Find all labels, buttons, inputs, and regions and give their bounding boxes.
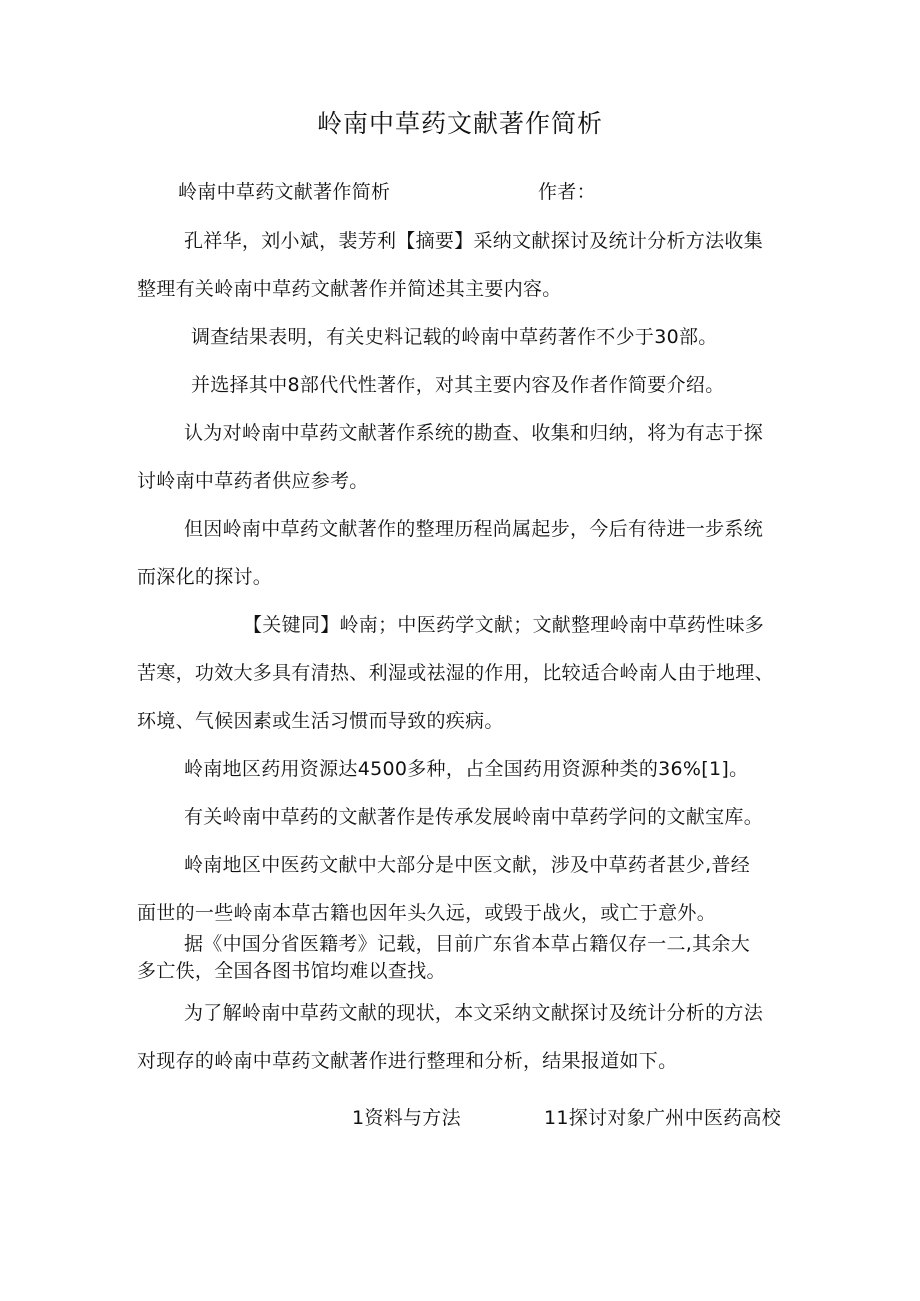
section-heading: 1资料与方法	[352, 1107, 461, 1129]
subsection-heading: 11探讨对象广州中医药高校	[544, 1107, 782, 1129]
body-line: 岭南地区药用资源达4500多种，占全国药用资源种类的36%[1]。	[184, 758, 749, 780]
body-line: 有关岭南中草药的文献著作是传承发展岭南中草药学问的文献宝库。	[184, 806, 764, 828]
body-line: 认为对岭南中草药文献著作系统的勘查、收集和归纳，将为有志于探	[184, 422, 764, 444]
body-line: 讨岭南中草药者供应参考。	[137, 470, 369, 492]
document-title: 岭南中草药文献著作简析	[316, 109, 603, 138]
body-line: 据《中国分省医籍考》记载，目前广东省本草占籍仅存一二,其余大	[184, 933, 751, 955]
body-line: 并选择其中8部代代性著作，对其主要内容及作者作简要介绍。	[191, 374, 725, 396]
keywords-line: 【关键同】岭南；中医药学文献；文献整理岭南中草药性味多	[243, 614, 765, 636]
body-line: 岭南地区中医药文献中大部分是中医文献，涉及中草药者甚少,普经	[184, 854, 751, 876]
byline-author-label: 作者：	[538, 181, 596, 203]
body-line: 苦寒，功效大多具有清热、利湿或祛湿的作用，比较适合岭南人由于地理、	[137, 662, 774, 684]
body-line: 为了解岭南中草药文献的现状，本文采纳文献探讨及统计分析的方法	[184, 1002, 764, 1024]
body-line: 调查结果表明，有关史料记载的岭南中草药著作不少于30部。	[191, 326, 718, 348]
body-line: 环境、气候因素或生活习惯而导致的疾病。	[137, 710, 504, 732]
body-line: 整理有关岭南中草药文献著作并简述其主要内容。	[137, 278, 562, 300]
body-line: 对现存的岭南中草药文献著作进行整理和分析，结果报道如下。	[137, 1050, 678, 1072]
body-line: 但因岭南中草药文献著作的整理历程尚属起步，今后有待进一步系统	[184, 518, 764, 540]
body-line: 多亡佚，全国各图书馆均难以查找。	[137, 960, 446, 982]
body-line: 而深化的探讨。	[137, 566, 273, 588]
body-line: 面世的一些岭南本草古籍也因年头久远，或毁于战火，或亡于意外。	[137, 902, 717, 924]
byline-title: 岭南中草药文献著作简析	[178, 181, 391, 203]
body-line: 孔祥华，刘小斌，裴芳利【摘要】采纳文献探讨及统计分析方法收集	[184, 230, 764, 252]
